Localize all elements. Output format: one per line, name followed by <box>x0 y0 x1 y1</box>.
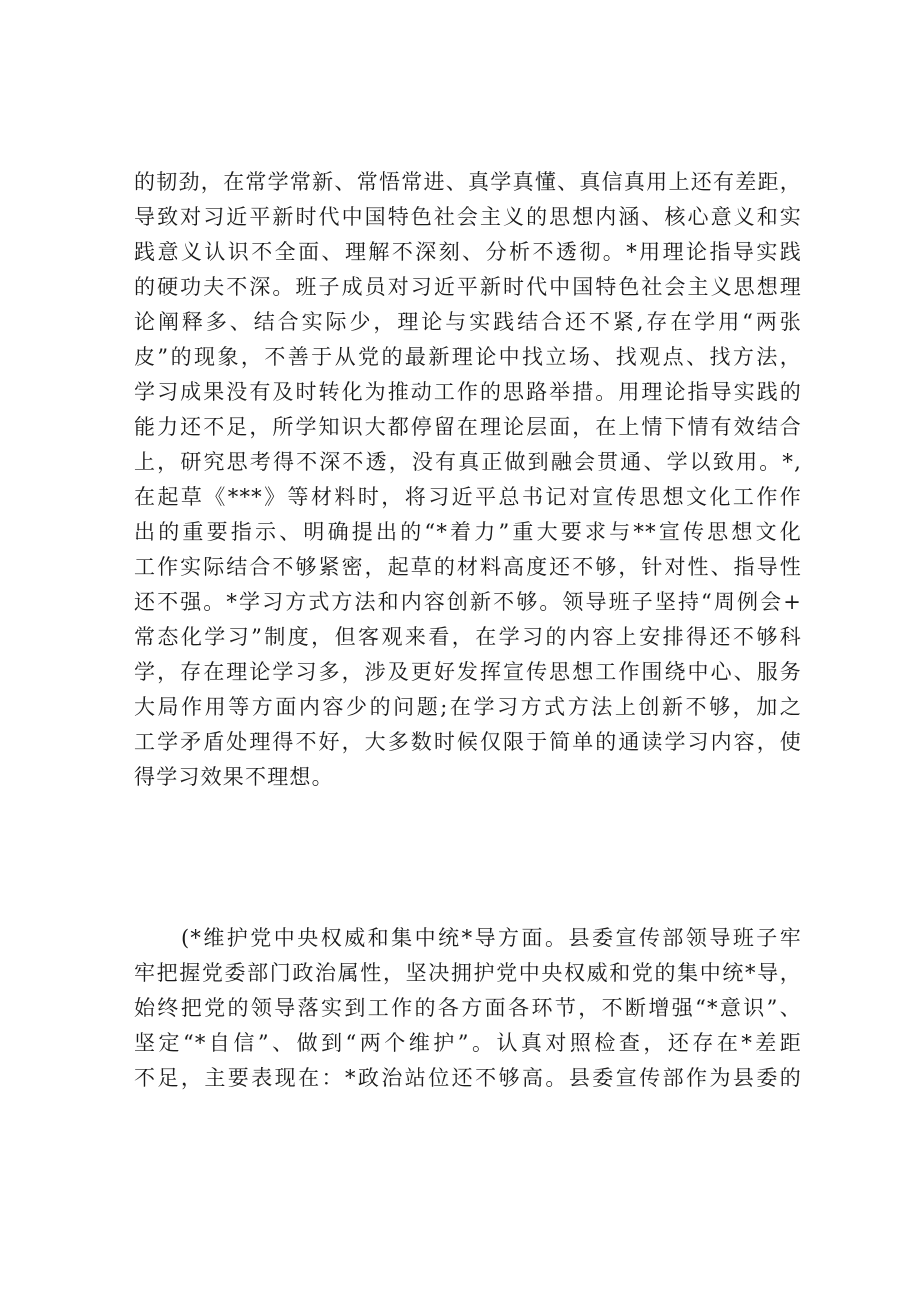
text-line: 在起草《***》等材料时，将习近平总书记对宣传思想文化工作作 <box>134 485 802 509</box>
text-line: 大局作用等方面内容少的问题;在学习方式方法上创新不够，加之 <box>134 695 802 719</box>
text-line: 得学习效果不理想。 <box>134 765 334 789</box>
text-line: 导致对习近平新时代中国特色社会主义的思想内涵、核心意义和实 <box>134 205 802 229</box>
text-line: 还不强。*学习方式方法和内容创新不够。领导班子坚持“周例会+ <box>134 590 802 614</box>
text-line: 的韧劲，在常学常新、常悟常进、真学真懂、真信真用上还有差距， <box>134 170 802 194</box>
text-line: 上，研究思考得不深不透，没有真正做到融会贯通、学以致用。*, <box>134 450 802 474</box>
paragraph-party-authority <box>134 921 802 1096</box>
text-line: 皮”的现象，不善于从党的最新理论中找立场、找观点、找方法， <box>134 345 802 369</box>
text-line: 不足，主要表现在：*政治站位还不够高。县委宣传部作为县委的 <box>134 1066 802 1090</box>
text-line: 出的重要指示、明确提出的“*着力”重大要求与**宣传思想文化 <box>134 520 802 544</box>
text-line: 始终把党的领导落实到工作的各方面各环节，不断增强“*意识”、 <box>134 996 802 1020</box>
text-line: (*维护党中央权威和集中统*导方面。县委宣传部领导班子牢 <box>134 926 802 950</box>
text-line: 坚定“*自信”、做到“两个维护”。认真对照检查，还存在*差距 <box>134 1031 802 1055</box>
text-line: 学，存在理论学习多，涉及更好发挥宣传思想工作围绕中心、服务 <box>134 660 802 684</box>
text-line: 的硬功夫不深。班子成员对习近平新时代中国特色社会主义思想理 <box>134 275 802 299</box>
paragraph-study-shortcomings <box>134 165 802 795</box>
text-line: 工作实际结合不够紧密，起草的材料高度还不够，针对性、指导性 <box>134 555 802 579</box>
text-line: 常态化学习”制度，但客观来看，在学习的内容上安排得还不够科 <box>134 625 802 649</box>
text-line: 牢把握党委部门政治属性，坚决拥护党中央权威和党的集中统*导， <box>134 961 802 985</box>
text-line: 论阐释多、结合实际少，理论与实践结合还不紧,存在学用“两张 <box>134 310 802 334</box>
text-line: 学习成果没有及时转化为推动工作的思路举措。用理论指导实践的 <box>134 380 802 404</box>
text-line: 能力还不足，所学知识大都停留在理论层面，在上情下情有效结合 <box>134 415 802 439</box>
text-line: 工学矛盾处理得不好，大多数时候仅限于简单的通读学习内容，使 <box>134 730 802 754</box>
text-line: 践意义认识不全面、理解不深刻、分析不透彻。*用理论指导实践 <box>134 240 802 264</box>
